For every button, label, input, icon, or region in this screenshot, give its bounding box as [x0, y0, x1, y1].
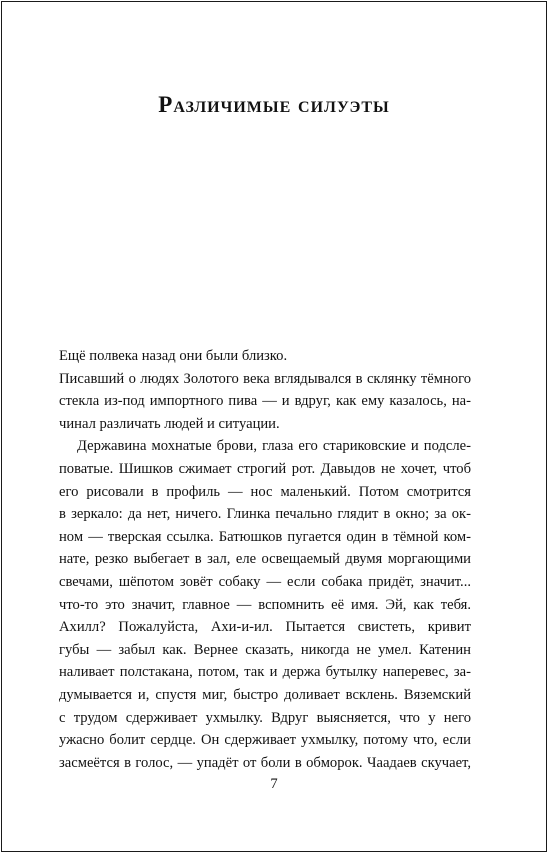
text-line: Ещё полвека назад они были близко.	[59, 348, 288, 364]
text-line: Державина мохнатые брови, глаза его стариковские и подсле-	[77, 438, 471, 455]
text-line: думывается и, спустя миг, быстро доливает всклень. Вяземский	[59, 686, 471, 703]
page-number: 7	[270, 776, 278, 792]
text-line: его рисовали в профиль — нос маленький. Потом смотрится	[59, 483, 471, 500]
text-line: Писавший о людях Золотого века вглядывался в склянку тёмного	[59, 370, 471, 387]
text-line: губы — забыл как. Вернее сказать, никогда не умел. Катенин	[59, 641, 471, 658]
text-line: чинал различать людей и ситуации.	[59, 415, 280, 432]
text-line: свечами, шёпотом зовёт собаку — если собака придёт, значит...	[59, 573, 471, 590]
text-line: стекла из-под импортного пива — и вдруг, как ему казалось, на-	[59, 393, 471, 410]
chapter-title: Различимые силуэты	[158, 92, 390, 117]
text-line: нате, резко выбегает в зал, еле освещаемый двумя моргающими	[59, 551, 471, 568]
text-line: наливает полстакана, потом, так и держа бутылку наперевес, за-	[59, 664, 471, 681]
text-line: с трудом сдерживает ухмылку. Вдруг выясняется, что у него	[59, 709, 471, 726]
text-line: засмеётся в голос, — упадёт от боли в обморок. Чаадаев скучает,	[59, 754, 471, 771]
text-line: что-то это значит, главное — вспомнить её имя. Эй, как тебя.	[59, 596, 471, 613]
text-line: поватые. Шишков сжимает строгий рот. Давыдов не хочет, чтоб	[59, 460, 471, 477]
text-line: ужасно болит сердце. Он сдерживает ухмылку, потому что, если	[59, 732, 471, 749]
book-page	[1, 1, 547, 852]
body-text	[59, 345, 471, 774]
text-line: ном — тверская ссылка. Батюшков пугается один в тёмной ком-	[59, 528, 471, 545]
text-line: в зеркало: да нет, ничего. Глинка печально глядит в окно; за ок-	[59, 506, 471, 523]
text-line: Ахилл? Пожалуйста, Ахи-и-ил. Пытается свистеть, кривит	[59, 619, 471, 636]
